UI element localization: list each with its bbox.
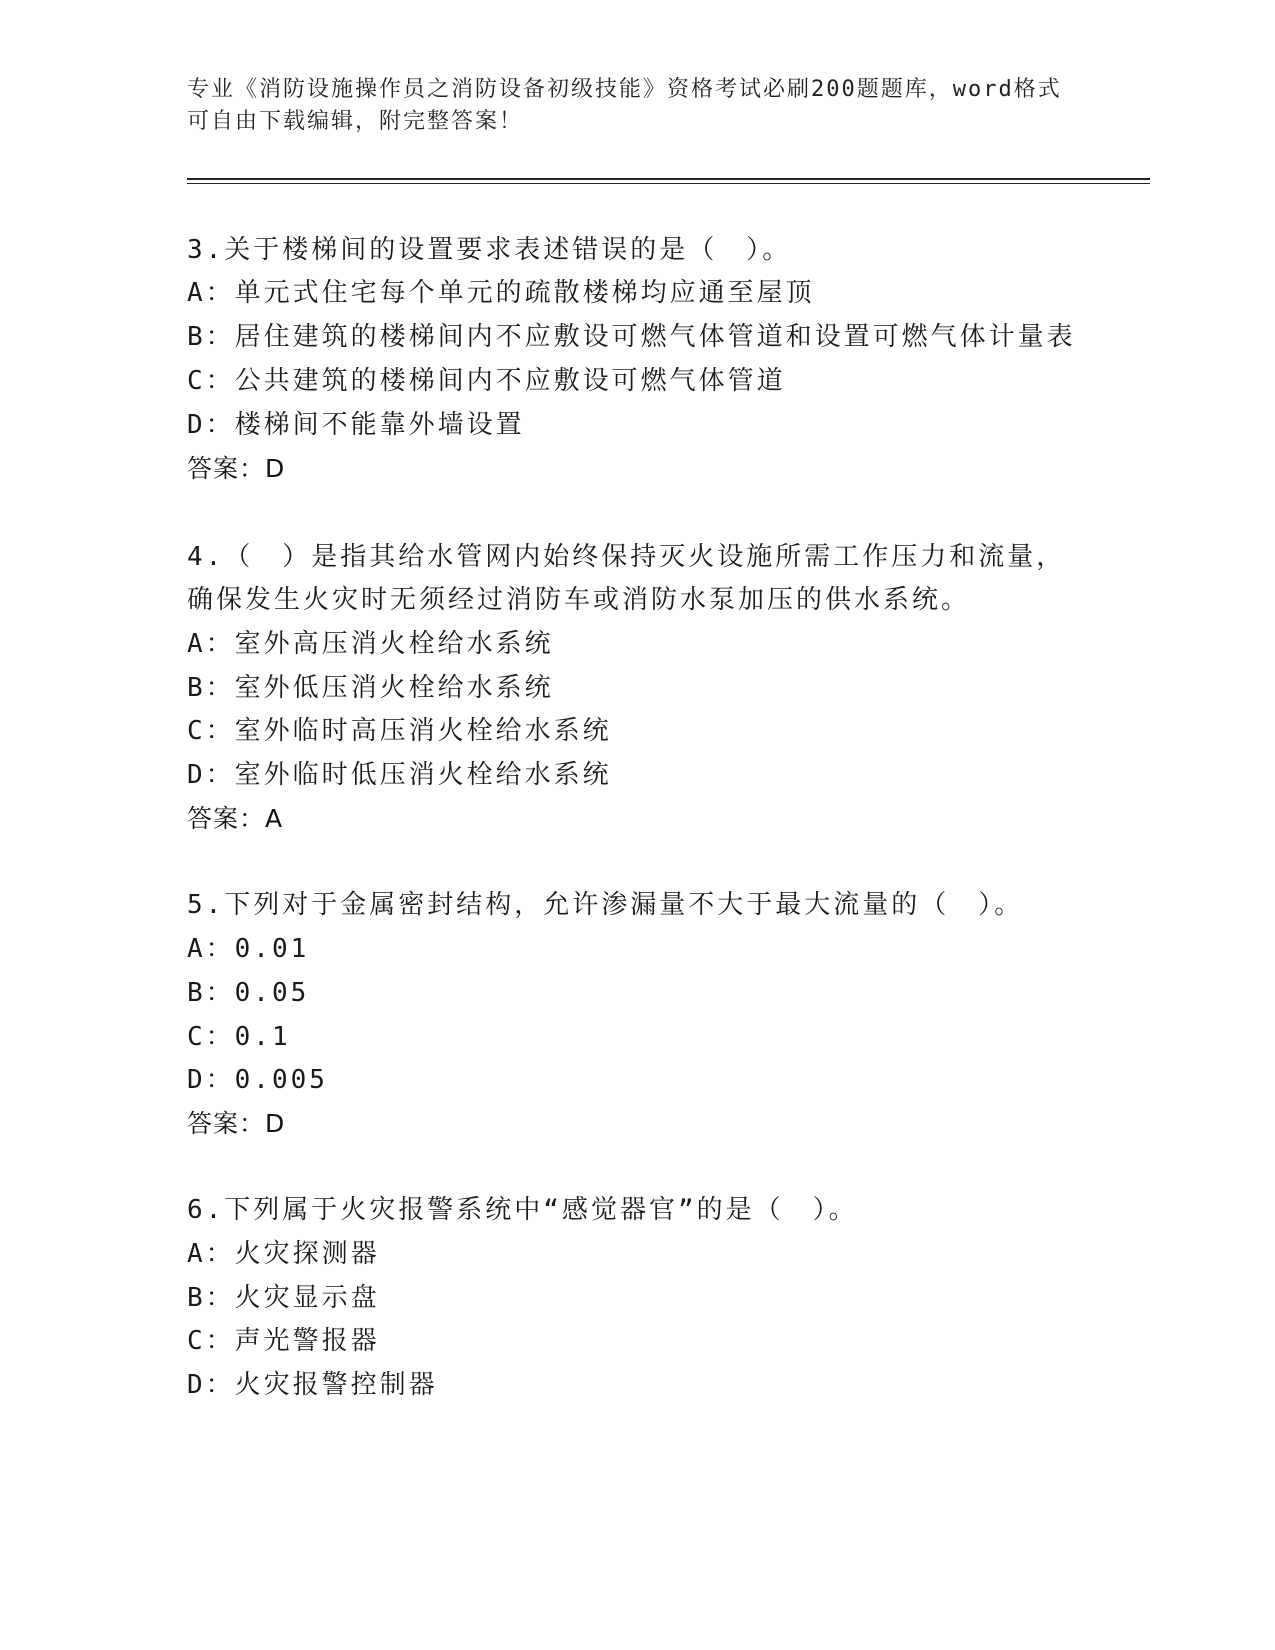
question-4-option-a: A：室外高压消火栓给水系统 (187, 629, 554, 659)
question-5-option-a: A：0.01 (187, 934, 310, 964)
header-divider (187, 178, 1150, 184)
question-6-option-a: A：火灾探测器 (187, 1239, 380, 1269)
question-4-stem-line-1: 4.（ ）是指其给水管网内始终保持灭火设施所需工作压力和流量， (187, 542, 1066, 572)
document-header: 专业《消防设施操作员之消防设备初级技能》资格考试必刷200题题库，word格式可自由下载编辑，附完整答案！ (187, 77, 1062, 134)
question-3-option-c: C：公共建筑的楼梯间内不应敷设可燃气体管道 (187, 366, 786, 396)
question-5-option-d: D：0.005 (187, 1065, 328, 1095)
question-3-option-d: D：楼梯间不能靠外墙设置 (187, 410, 525, 440)
question-5-option-c: C：0.1 (187, 1022, 291, 1052)
question-4-stem-line-2: 确保发生火灾时无须经过消防车或消防水泵加压的供水系统。 (187, 585, 971, 615)
question-3-stem: 3.关于楼梯间的设置要求表述错误的是（ ）。 (187, 235, 792, 265)
question-6-option-b: B：火灾显示盘 (187, 1283, 380, 1313)
question-6-option-d: D：火灾报警控制器 (187, 1370, 438, 1400)
question-4-option-b: B：室外低压消火栓给水系统 (187, 673, 554, 703)
question-5-answer: 答案：D (187, 1109, 286, 1138)
question-3-option-a: A：单元式住宅每个单元的疏散楼梯均应通至屋顶 (187, 278, 815, 308)
question-6-stem: 6.下列属于火灾报警系统中“感觉器官”的是（ ）。 (187, 1195, 858, 1225)
question-4-answer: 答案：A (187, 804, 284, 833)
question-3-option-b: B：居住建筑的楼梯间内不应敷设可燃气体管道和设置可燃气体计量表 (187, 322, 1076, 352)
question-3-answer: 答案：D (187, 454, 286, 483)
question-6-option-c: C：声光警报器 (187, 1326, 380, 1356)
question-4-option-c: C：室外临时高压消火栓给水系统 (187, 716, 612, 746)
question-4-option-d: D：室外临时低压消火栓给水系统 (187, 760, 612, 790)
question-5-stem: 5.下列对于金属密封结构，允许渗漏量不大于最大流量的（ ）。 (187, 890, 1024, 920)
question-5-option-b: B：0.05 (187, 978, 310, 1008)
